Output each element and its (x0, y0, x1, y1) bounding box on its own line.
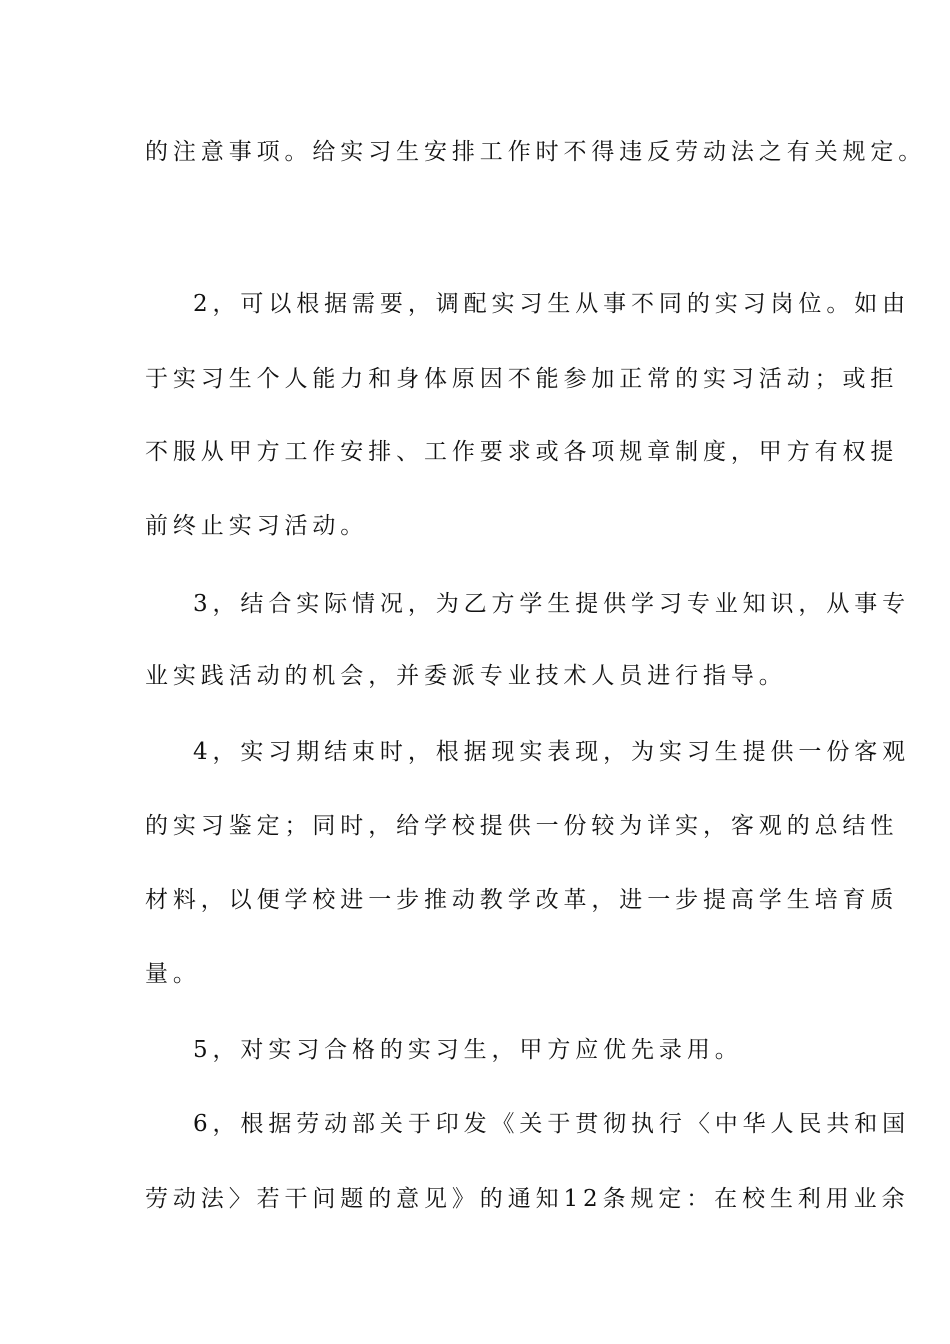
text-line: 于实习生个人能力和身体原因不能参加正常的实习活动；或拒 (145, 366, 899, 392)
text-line-item-4-start: 4，实习期结束时，根据现实表现，为实习生提供一份客观 (193, 739, 911, 765)
text-line-item-3-start: 3，结合实际情况，为乙方学生提供学习专业知识，从事专 (193, 591, 911, 617)
text-line-item-5: 5，对实习合格的实习生，甲方应优先录用。 (193, 1037, 743, 1063)
text-line: 劳动法〉若干问题的意见》的通知12条规定：在校生利用业余 (145, 1186, 910, 1212)
text-line-continuation: 的注意事项。给实习生安排工作时不得违反劳动法之有关规定。 (145, 139, 927, 165)
text-line-item-2-start: 2，可以根据需要，调配实习生从事不同的实习岗位。如由 (193, 291, 911, 317)
text-line: 业实践活动的机会，并委派专业技术人员进行指导。 (145, 663, 787, 689)
text-line: 不服从甲方工作安排、工作要求或各项规章制度，甲方有权提 (145, 439, 899, 465)
text-line: 的实习鉴定；同时，给学校提供一份较为详实，客观的总结性 (145, 813, 899, 839)
text-line-item-6-start: 6，根据劳动部关于印发《关于贯彻执行〈中华人民共和国 (193, 1111, 911, 1137)
text-line: 材料，以便学校进一步推动教学改革，进一步提高学生培育质 (145, 887, 899, 913)
text-line: 前终止实习活动。 (145, 513, 369, 539)
text-line: 量。 (145, 961, 201, 987)
